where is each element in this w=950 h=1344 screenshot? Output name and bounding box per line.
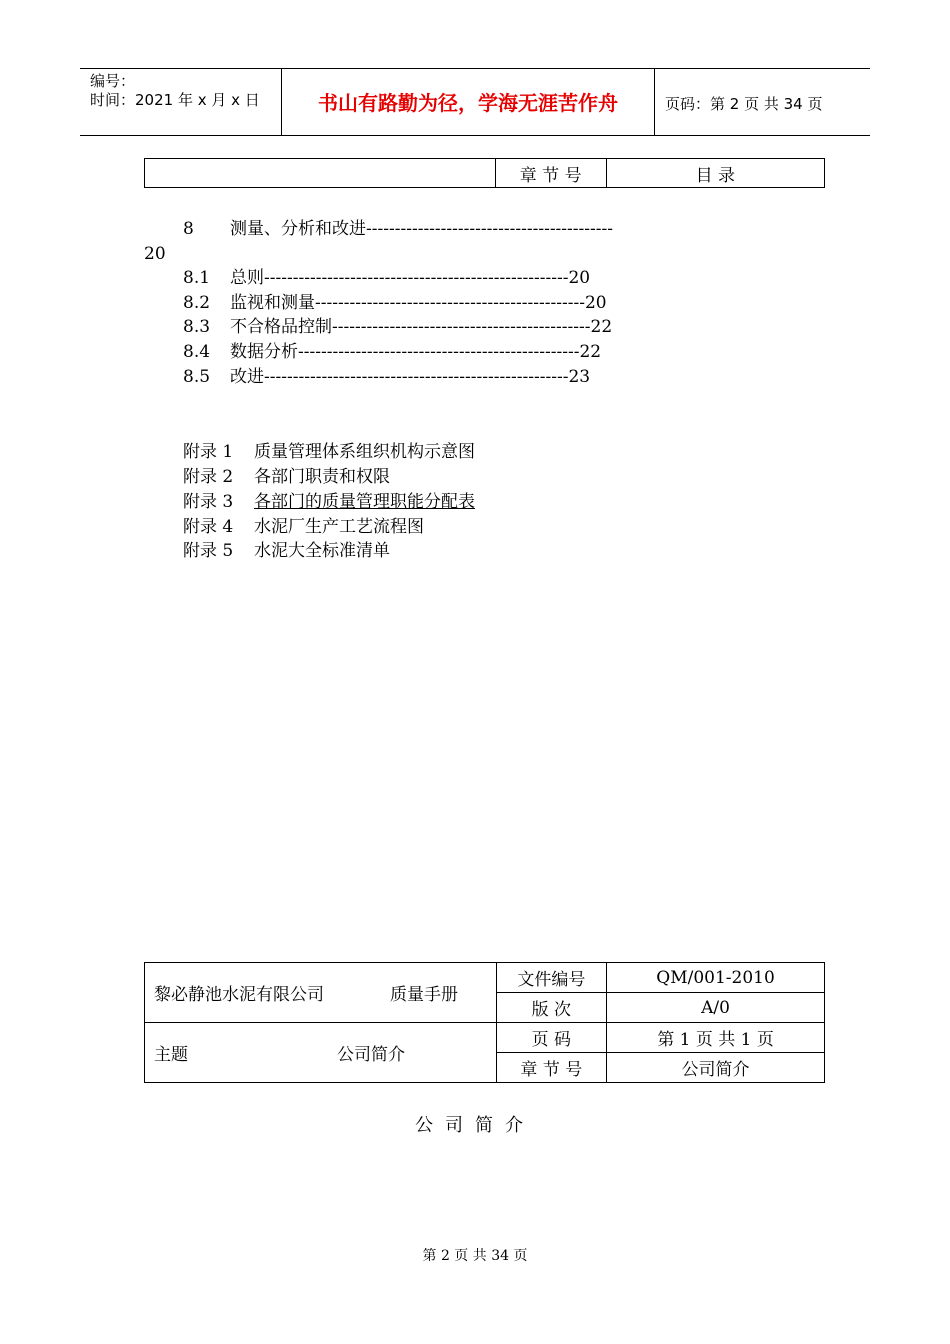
toc-entry-page: 20 [584,293,607,313]
subject-label: 主题 [154,1045,188,1065]
header-bottom-rule [80,135,870,136]
appendix-title: 各部门的质量管理职能分配表 [254,492,475,512]
header-page-label: 页码：第 2 页 共 34 页 [665,95,823,113]
toc-entry-number: 8.1 [183,268,211,288]
file-number-label: 文件编号 [496,963,607,993]
appendix-label: 附录 2 [183,467,234,487]
toc-entry-leader: ----------------------------------------------------- [264,268,569,288]
appendix-label: 附录 5 [183,541,234,561]
toc-entry [183,341,601,363]
toc-header-section-cell: 章 节 号 [495,159,606,188]
header-top-rule [80,68,870,69]
toc-entry-title: 监视和测量 [230,293,315,313]
appendix-item [183,516,424,538]
toc-entry-page: 23 [568,367,591,387]
header-divider [654,68,655,135]
subject-value: 公司简介 [337,1045,405,1065]
toc-entry-title: 数据分析 [230,342,298,362]
toc-entry-page: 22 [590,317,613,337]
company-name: 黎必静池水泥有限公司 [154,985,324,1005]
appendix-item [183,491,475,513]
appendix-title: 水泥大全标准清单 [254,541,390,561]
toc-entry-title: 不合格品控制 [230,317,332,337]
toc-entry-number: 8.2 [183,293,211,313]
appendix-label: 附录 1 [183,442,234,462]
toc-entry [183,292,607,314]
toc-entry-leader: --------------------------------------------- [332,317,591,337]
toc-entry [183,218,613,240]
toc-entry-number: 8 [183,219,194,239]
page-value: 第 1 页 共 1 页 [607,1023,825,1053]
appendix-label: 附录 3 [183,492,234,512]
appendix-title: 各部门职责和权限 [254,467,390,487]
toc-header-contents-cell: 目 录 [606,159,824,188]
toc-entry-title: 测量、分析和改进 [230,219,366,239]
appendix-item [183,441,475,463]
version-label: 版 次 [496,993,607,1023]
toc-entry-page: 20 [568,268,591,288]
appendix-title: 水泥厂生产工艺流程图 [254,517,424,537]
header-number-label: 编号： [90,72,136,90]
page-footer: 第 2 页 共 34 页 [422,1248,528,1264]
appendix-label: 附录 4 [183,517,234,537]
toc-header-table [144,158,825,188]
toc-entry-leader: ----------------------------------------------- [315,293,585,313]
section-value: 公司简介 [607,1053,825,1083]
toc-header-blank-cell [145,159,496,188]
toc-entry [183,316,612,338]
section-label: 章 节 号 [496,1053,607,1083]
toc-entry [183,267,590,289]
appendix-item [183,466,390,488]
toc-entry-number: 8.3 [183,317,211,337]
toc-entry-number: 8.4 [183,342,211,362]
toc-entry-title: 总则 [230,268,264,288]
company-cell [145,963,497,1023]
toc-entry-number: 8.5 [183,367,211,387]
file-number-value: QM/001-2010 [607,963,825,993]
toc-entry-page: 20 [144,244,166,264]
appendix-title: 质量管理体系组织机构示意图 [254,442,475,462]
toc-entry [183,366,590,388]
toc-entry-title: 改进 [230,367,264,387]
appendix-item [183,540,390,562]
page-heading: 公司简介 [415,1115,535,1136]
page-label: 页 码 [496,1023,607,1053]
manual-name: 质量手册 [390,985,458,1005]
subject-cell [145,1023,497,1083]
toc-entry-page: 22 [579,342,602,362]
toc-entry-leader: ------------------------------------------- [366,219,613,239]
header-time-label: 时间：2021 年 x 月 x 日 [90,91,260,109]
version-value: A/0 [607,993,825,1023]
toc-entry-leader: ------------------------------------------------- [298,342,580,362]
header-motto: 书山有路勤为径，学海无涯苦作舟 [318,91,618,115]
toc-entry-leader: ----------------------------------------------------- [264,367,569,387]
document-info-table [144,962,825,1083]
